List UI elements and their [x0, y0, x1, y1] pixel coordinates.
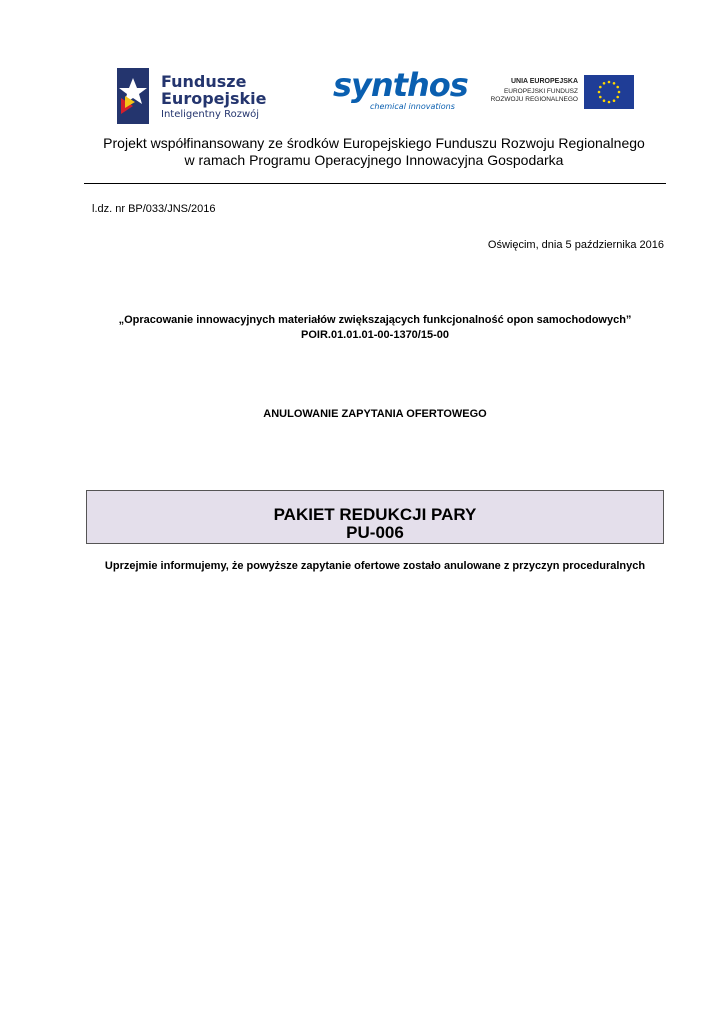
project-code: POIR.01.01.01-00-1370/15-00: [301, 329, 449, 341]
project-funding-line2: w ramach Programu Operacyjnego Innowacyjna Gospodarka: [184, 152, 564, 168]
synthos-tagline: chemical innovations: [370, 102, 455, 111]
eu-line1: UNIA EUROPEJSKA: [510, 78, 578, 85]
reference-number: l.dz. nr BP/033/JNS/2016: [92, 203, 216, 215]
place-date: Oświęcim, dnia 5 października 2016: [487, 239, 664, 251]
fundusze-emblem-icon: [113, 68, 153, 124]
package-code: PU-006: [346, 523, 404, 542]
fundusze-line2: Europejskie: [161, 89, 267, 108]
fundusze-line3: Inteligentny Rozwój: [161, 109, 260, 120]
eu-flag-icon: [584, 75, 634, 109]
fundusze-line1: Fundusze: [161, 72, 247, 91]
package-box: [86, 490, 664, 544]
project-funding-line1: Projekt współfinansowany ze środków Europejskiego Funduszu Rozwoju Regionalnego: [103, 135, 645, 151]
header-divider: [84, 183, 666, 184]
synthos-name: synthos: [333, 66, 468, 104]
synthos-logo: [330, 64, 468, 122]
fundusze-europejskie-logo: [113, 66, 273, 126]
eu-line3: ROZWOJU REGIONALNEGO: [490, 96, 578, 103]
info-text: Uprzejmie informujemy, że powyższe zapytanie ofertowe zostało anulowane z przyczyn proceduralnych: [104, 560, 646, 572]
project-title: „Opracowanie innowacyjnych materiałów zwiększających funkcjonalność opon samochodowych”: [118, 314, 632, 326]
package-title: PAKIET REDUKCJI PARY: [273, 505, 477, 524]
eu-logo: [490, 74, 636, 110]
cancellation-heading: ANULOWANIE ZAPYTANIA OFERTOWEGO: [263, 408, 487, 420]
eu-line2: EUROPEJSKI FUNDUSZ: [503, 88, 578, 95]
